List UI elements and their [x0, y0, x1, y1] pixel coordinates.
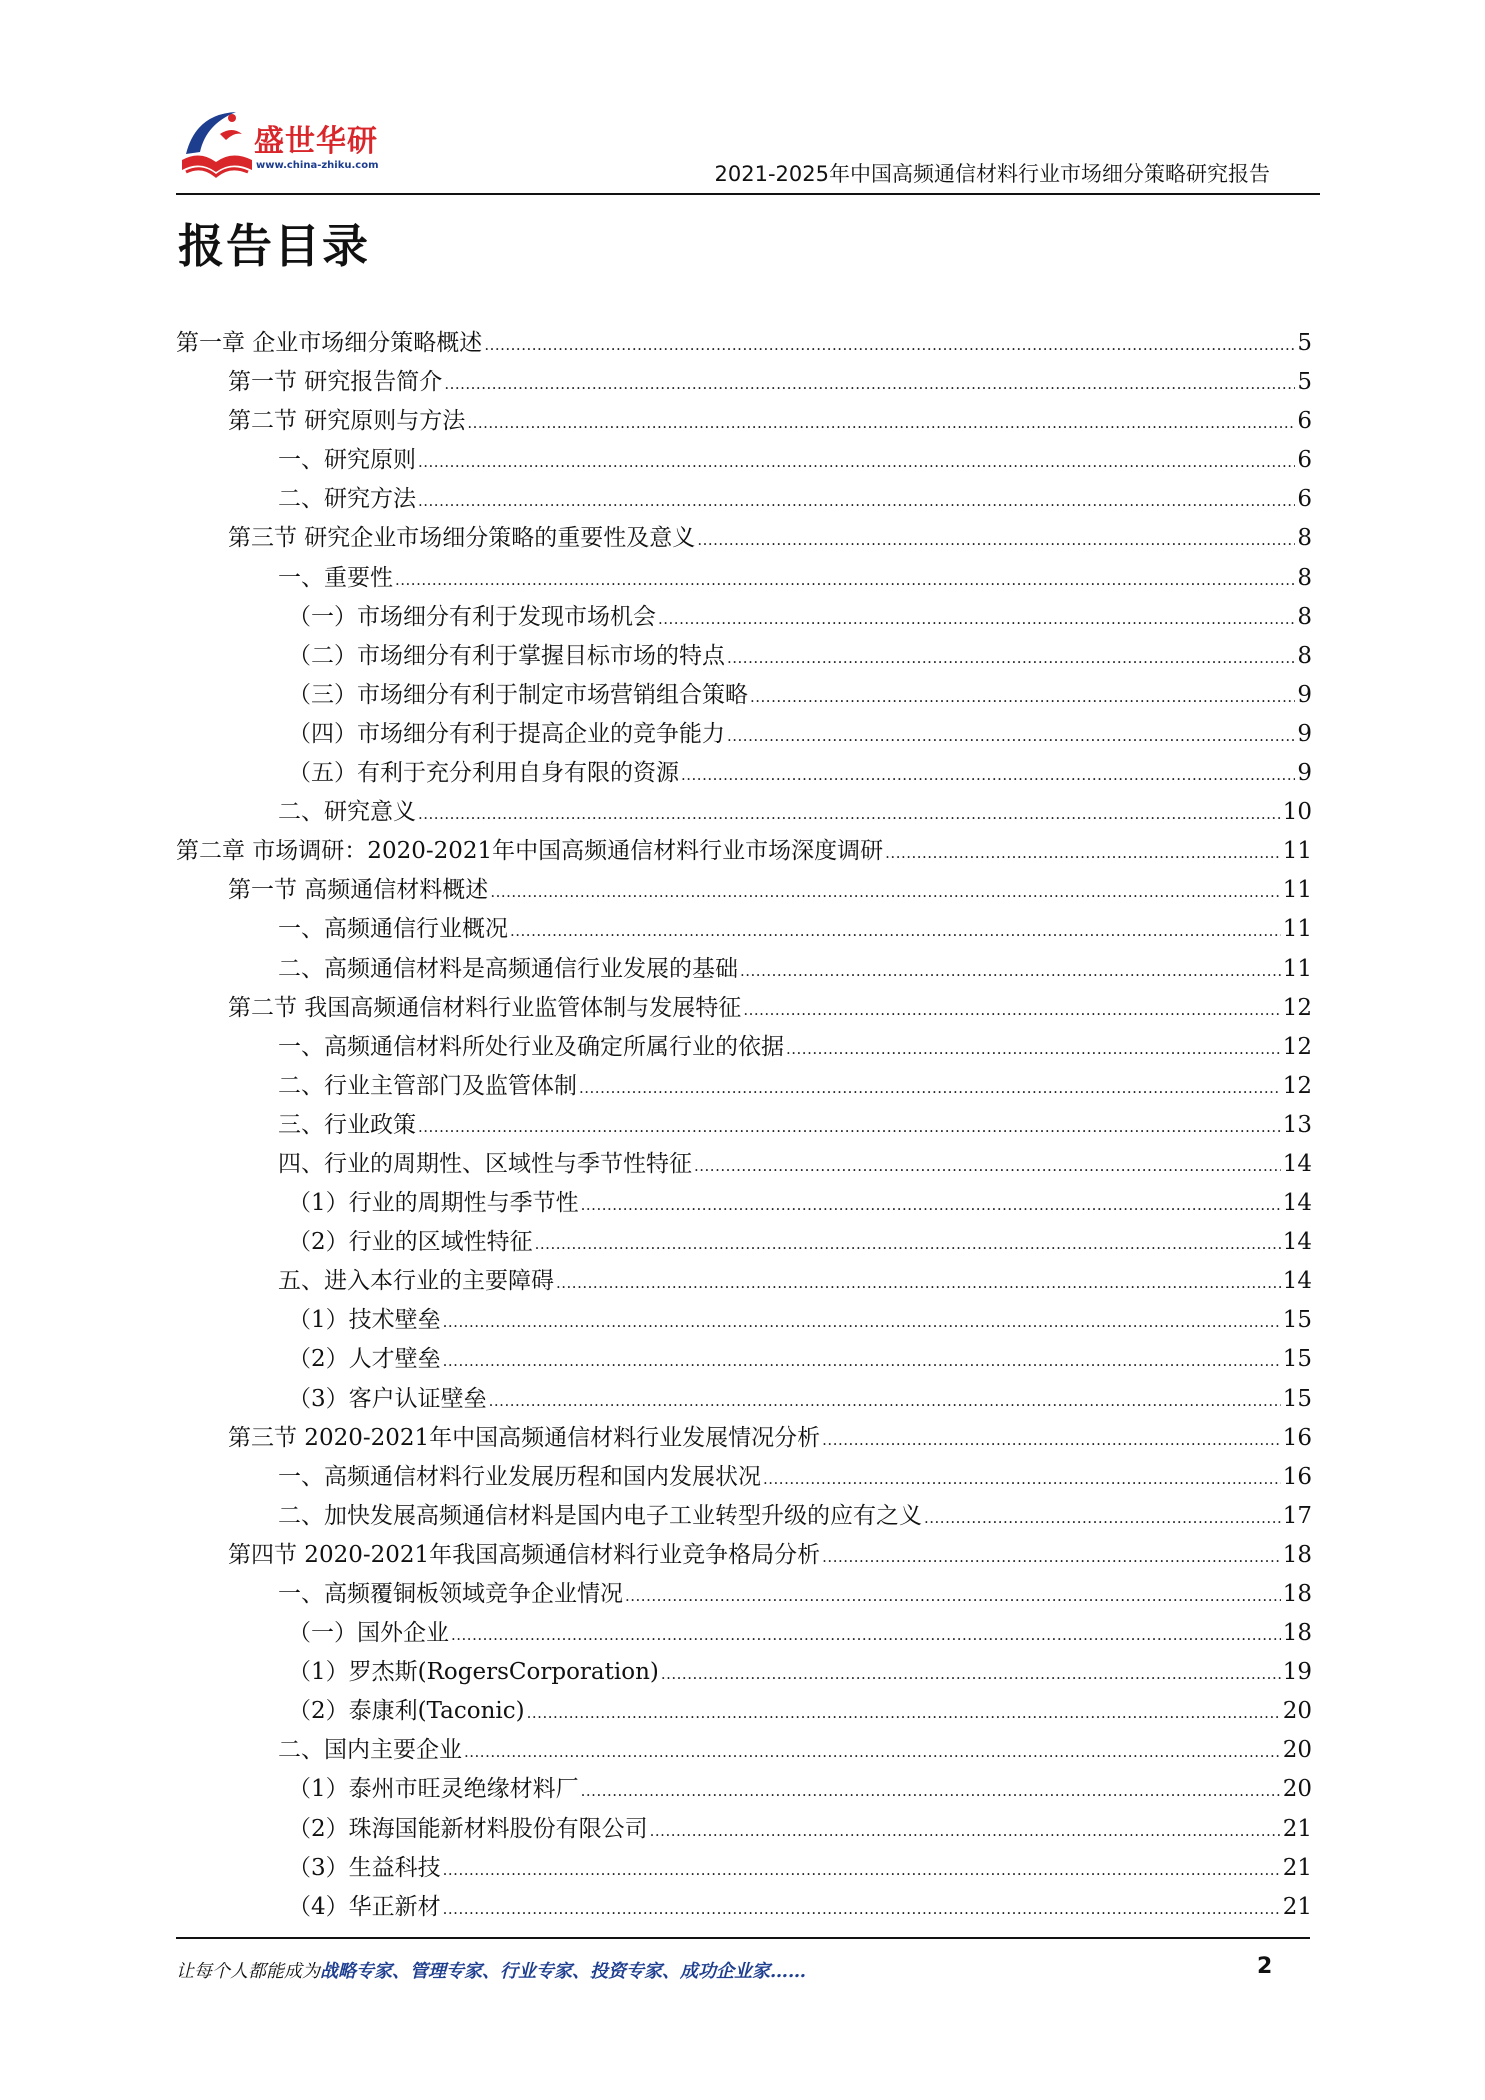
toc-dot-leader [535, 1225, 1281, 1264]
toc-entry[interactable] [176, 1888, 1312, 1927]
footer-slogan [176, 1957, 806, 1983]
toc-entry-title: 四、行业的周期性、区域性与季节性特征 [278, 1150, 692, 1177]
toc-entry-title: （2）行业的区域性特征 [288, 1229, 533, 1256]
toc-entry[interactable] [176, 363, 1312, 402]
toc-dot-leader [443, 1890, 1281, 1929]
toc-entry-title: （2）泰康利(Taconic) [288, 1698, 525, 1725]
toc-entry[interactable] [176, 1536, 1312, 1575]
toc-dot-leader [418, 482, 1295, 521]
toc-entry[interactable] [176, 1419, 1312, 1458]
report-title: 2021-2025年中国高频通信材料行业市场细分策略研究报告 [714, 162, 1270, 186]
toc-entry[interactable] [176, 950, 1312, 989]
toc-entry[interactable] [176, 1340, 1312, 1379]
page-number: 2 [1257, 1954, 1273, 1979]
toc-entry-title: 第一节 高频通信材料概述 [228, 877, 489, 904]
toc-dot-leader [395, 561, 1295, 600]
toc-entry-page: 11 [1282, 916, 1312, 943]
toc-entry-page: 15 [1282, 1385, 1312, 1412]
toc-dot-leader [786, 1030, 1281, 1069]
toc-entry-title: （1）行业的周期性与季节性 [288, 1190, 579, 1217]
toc-entry-page: 5 [1297, 330, 1312, 356]
toc-entry-title: 二、加快发展高频通信材料是国内电子工业转型升级的应有之义 [278, 1502, 922, 1529]
toc-dot-leader [681, 756, 1295, 795]
toc-entry-page: 20 [1282, 1698, 1312, 1725]
toc-entry-title: （1）泰州市旺灵绝缘材料厂 [288, 1776, 579, 1803]
toc-entry[interactable] [176, 1692, 1312, 1731]
toc-dot-leader [697, 521, 1295, 560]
toc-entry-page: 9 [1297, 681, 1312, 708]
toc-dot-leader [444, 365, 1295, 404]
logo-url: www.china-zhiku.com [256, 160, 379, 171]
toc-entry-page: 6 [1297, 447, 1312, 474]
toc-dot-leader [625, 1577, 1281, 1616]
toc-entry-page: 21 [1282, 1893, 1312, 1920]
toc-entry-title: （1）罗杰斯(RogersCorporation) [288, 1659, 659, 1686]
toc-entry-page: 12 [1282, 1072, 1312, 1099]
toc-entry-page: 19 [1282, 1659, 1312, 1686]
toc-entry-page: 15 [1282, 1307, 1312, 1334]
toc-entry-title: 第二章 市场调研：2020-2021年中国高频通信材料行业市场深度调研 [176, 838, 884, 865]
toc-dot-leader [924, 1499, 1281, 1538]
logo-book-icon [176, 104, 258, 184]
toc-dot-leader [885, 834, 1281, 873]
toc-entry-title: 一、高频通信行业概况 [278, 916, 508, 943]
toc-dot-leader [418, 795, 1281, 834]
toc-entry-title: （2）人才壁垒 [288, 1346, 441, 1373]
toc-entry[interactable] [176, 1067, 1312, 1106]
toc-entry[interactable] [176, 1106, 1312, 1145]
toc-entry-page: 16 [1282, 1424, 1312, 1451]
toc-entry-title: 第一章 企业市场细分策略概述 [176, 330, 483, 356]
toc-dot-leader [443, 1851, 1281, 1890]
toc-entry-title: （四）市场细分有利于提高企业的竞争能力 [288, 720, 725, 747]
toc-entry-title: （三）市场细分有利于制定市场营销组合策略 [288, 681, 748, 708]
toc-entry-title: （4）华正新材 [288, 1893, 441, 1920]
toc-entry-page: 5 [1297, 369, 1312, 396]
toc-entry-title: （2）珠海国能新材料股份有限公司 [288, 1815, 648, 1842]
toc-entry[interactable] [176, 1575, 1312, 1614]
toc-dot-leader [451, 1616, 1281, 1655]
toc-entry-title: 二、国内主要企业 [278, 1737, 462, 1764]
toc-dot-leader [418, 443, 1295, 482]
toc-entry-title: 第三节 研究企业市场细分策略的重要性及意义 [228, 525, 696, 552]
toc-entry-page: 17 [1282, 1502, 1312, 1529]
company-logo [176, 100, 396, 184]
toc-entry-page: 8 [1297, 564, 1312, 591]
toc-entry-page: 13 [1282, 1111, 1312, 1138]
toc-entry-title: 二、行业主管部门及监管体制 [278, 1072, 577, 1099]
toc-dot-leader [581, 1772, 1281, 1811]
toc-dot-leader [740, 952, 1281, 991]
toc-entry[interactable] [176, 637, 1312, 676]
toc-entry-title: 第四节 2020-2021年我国高频通信材料行业竞争格局分析 [228, 1541, 821, 1568]
toc-entry-page: 6 [1297, 408, 1312, 435]
toc-entry[interactable] [176, 1145, 1312, 1184]
toc-entry-title: 一、高频覆铜板领域竞争企业情况 [278, 1581, 623, 1607]
toc-dot-leader [822, 1538, 1281, 1577]
toc-entry[interactable] [176, 676, 1312, 715]
toc-entry-page: 16 [1282, 1463, 1312, 1490]
toc-entry-title: 第二节 我国高频通信材料行业监管体制与发展特征 [228, 994, 742, 1021]
toc-entry[interactable] [176, 715, 1312, 754]
toc-entry-page: 21 [1282, 1854, 1312, 1881]
table-of-contents [176, 324, 1312, 1927]
toc-entry-title: （3）客户认证壁垒 [288, 1385, 487, 1412]
toc-dot-leader [443, 1342, 1281, 1381]
toc-entry[interactable] [176, 1184, 1312, 1223]
toc-entry-title: 五、进入本行业的主要障碍 [278, 1268, 554, 1295]
toc-entry[interactable] [176, 1731, 1312, 1770]
toc-dot-leader [763, 1460, 1281, 1499]
toc-entry-title: 二、研究方法 [278, 486, 416, 513]
toc-dot-leader [467, 404, 1295, 443]
toc-dot-leader [484, 326, 1295, 365]
toc-entry-page: 15 [1282, 1346, 1312, 1373]
logo-name: 盛世华研 [254, 124, 378, 159]
toc-entry[interactable] [176, 793, 1312, 832]
page-title: 报告目录 [178, 219, 370, 273]
toc-entry-title: （3）生益科技 [288, 1854, 441, 1881]
toc-entry[interactable] [176, 598, 1312, 637]
toc-dot-leader [694, 1147, 1281, 1186]
toc-entry-page: 9 [1297, 720, 1312, 747]
toc-entry-title: 二、高频通信材料是高频通信行业发展的基础 [278, 955, 738, 982]
toc-entry-page: 11 [1282, 877, 1312, 904]
toc-entry[interactable] [176, 1614, 1312, 1653]
toc-entry[interactable] [176, 871, 1312, 910]
toc-dot-leader [727, 639, 1295, 678]
toc-entry[interactable] [176, 1810, 1312, 1849]
toc-entry-title: （1）技术壁垒 [288, 1307, 441, 1334]
toc-entry[interactable] [176, 1223, 1312, 1262]
toc-dot-leader [579, 1069, 1281, 1108]
toc-dot-leader [527, 1694, 1281, 1733]
toc-entry-page: 20 [1282, 1737, 1312, 1764]
toc-entry-title: 三、行业政策 [278, 1111, 416, 1138]
toc-entry[interactable] [176, 910, 1312, 949]
footer-slogan-prefix: 让每个人都能成为 [176, 1961, 320, 1982]
toc-entry-page: 14 [1282, 1229, 1312, 1256]
toc-dot-leader [822, 1421, 1281, 1460]
toc-entry-page: 10 [1282, 799, 1312, 826]
toc-entry[interactable] [176, 1849, 1312, 1888]
toc-entry[interactable] [176, 1497, 1312, 1536]
toc-entry[interactable] [176, 1458, 1312, 1497]
toc-dot-leader [490, 873, 1280, 912]
toc-entry-page: 14 [1282, 1190, 1312, 1217]
toc-entry-page: 12 [1282, 994, 1312, 1021]
toc-dot-leader [727, 717, 1295, 756]
toc-dot-leader [581, 1186, 1281, 1225]
toc-entry-page: 12 [1282, 1033, 1312, 1060]
toc-entry-title: 一、高频通信材料所处行业及确定所属行业的依据 [278, 1033, 784, 1060]
toc-entry[interactable] [176, 754, 1312, 793]
header-divider [176, 193, 1320, 195]
toc-entry-page: 6 [1297, 486, 1312, 513]
toc-entry[interactable] [176, 832, 1312, 871]
toc-entry[interactable] [176, 1028, 1312, 1067]
toc-entry[interactable] [176, 402, 1312, 441]
toc-entry-title: 一、研究原则 [278, 447, 416, 474]
toc-entry-page: 11 [1282, 955, 1312, 982]
toc-dot-leader [489, 1382, 1281, 1421]
toc-entry-title: （一）国外企业 [288, 1620, 449, 1647]
toc-entry[interactable] [176, 989, 1312, 1028]
toc-dot-leader [443, 1303, 1281, 1342]
toc-entry-page: 18 [1282, 1620, 1312, 1647]
toc-dot-leader [510, 912, 1281, 951]
toc-entry[interactable] [176, 441, 1312, 480]
toc-entry-page: 18 [1282, 1541, 1312, 1568]
toc-entry[interactable] [176, 1653, 1312, 1692]
toc-entry-title: 一、重要性 [278, 564, 393, 591]
toc-dot-leader [750, 678, 1295, 717]
toc-dot-leader [658, 600, 1295, 639]
toc-entry-page: 11 [1282, 838, 1312, 865]
toc-entry[interactable] [176, 1380, 1312, 1419]
toc-entry-title: 第二节 研究原则与方法 [228, 408, 466, 435]
footer-slogan-emphasis: 战略专家、管理专家、行业专家、投资专家、成功企业家…… [320, 1961, 806, 1982]
toc-entry-title: 一、高频通信材料行业发展历程和国内发展状况 [278, 1463, 761, 1490]
toc-entry-page: 8 [1297, 642, 1312, 669]
toc-dot-leader [556, 1264, 1281, 1303]
toc-entry-page: 21 [1282, 1815, 1312, 1842]
toc-entry[interactable] [176, 480, 1312, 519]
toc-entry-page: 8 [1297, 603, 1312, 630]
toc-dot-leader [464, 1733, 1281, 1772]
toc-entry-page: 18 [1282, 1581, 1312, 1607]
toc-entry[interactable] [176, 559, 1312, 598]
toc-entry-title: （五）有利于充分利用自身有限的资源 [288, 760, 679, 787]
toc-entry-title: 二、研究意义 [278, 799, 416, 826]
toc-dot-leader [661, 1655, 1281, 1694]
toc-entry-title: （一）市场细分有利于发现市场机会 [288, 603, 656, 630]
toc-dot-leader [743, 991, 1280, 1030]
toc-entry[interactable] [176, 1262, 1312, 1301]
toc-entry-page: 9 [1297, 760, 1312, 787]
toc-entry-page: 14 [1282, 1268, 1312, 1295]
toc-entry-page: 20 [1282, 1776, 1312, 1803]
toc-entry-page: 14 [1282, 1150, 1312, 1177]
toc-dot-leader [418, 1108, 1281, 1147]
toc-entry[interactable] [176, 519, 1312, 558]
toc-entry[interactable] [176, 324, 1312, 363]
toc-entry-title: 第三节 2020-2021年中国高频通信材料行业发展情况分析 [228, 1424, 821, 1451]
toc-dot-leader [650, 1812, 1281, 1851]
toc-entry[interactable] [176, 1301, 1312, 1340]
footer-divider [176, 1937, 1310, 1939]
toc-entry[interactable] [176, 1770, 1312, 1809]
toc-entry-title: （二）市场细分有利于掌握目标市场的特点 [288, 642, 725, 669]
toc-entry-title: 第一节 研究报告简介 [228, 369, 443, 396]
toc-entry-page: 8 [1297, 525, 1312, 552]
